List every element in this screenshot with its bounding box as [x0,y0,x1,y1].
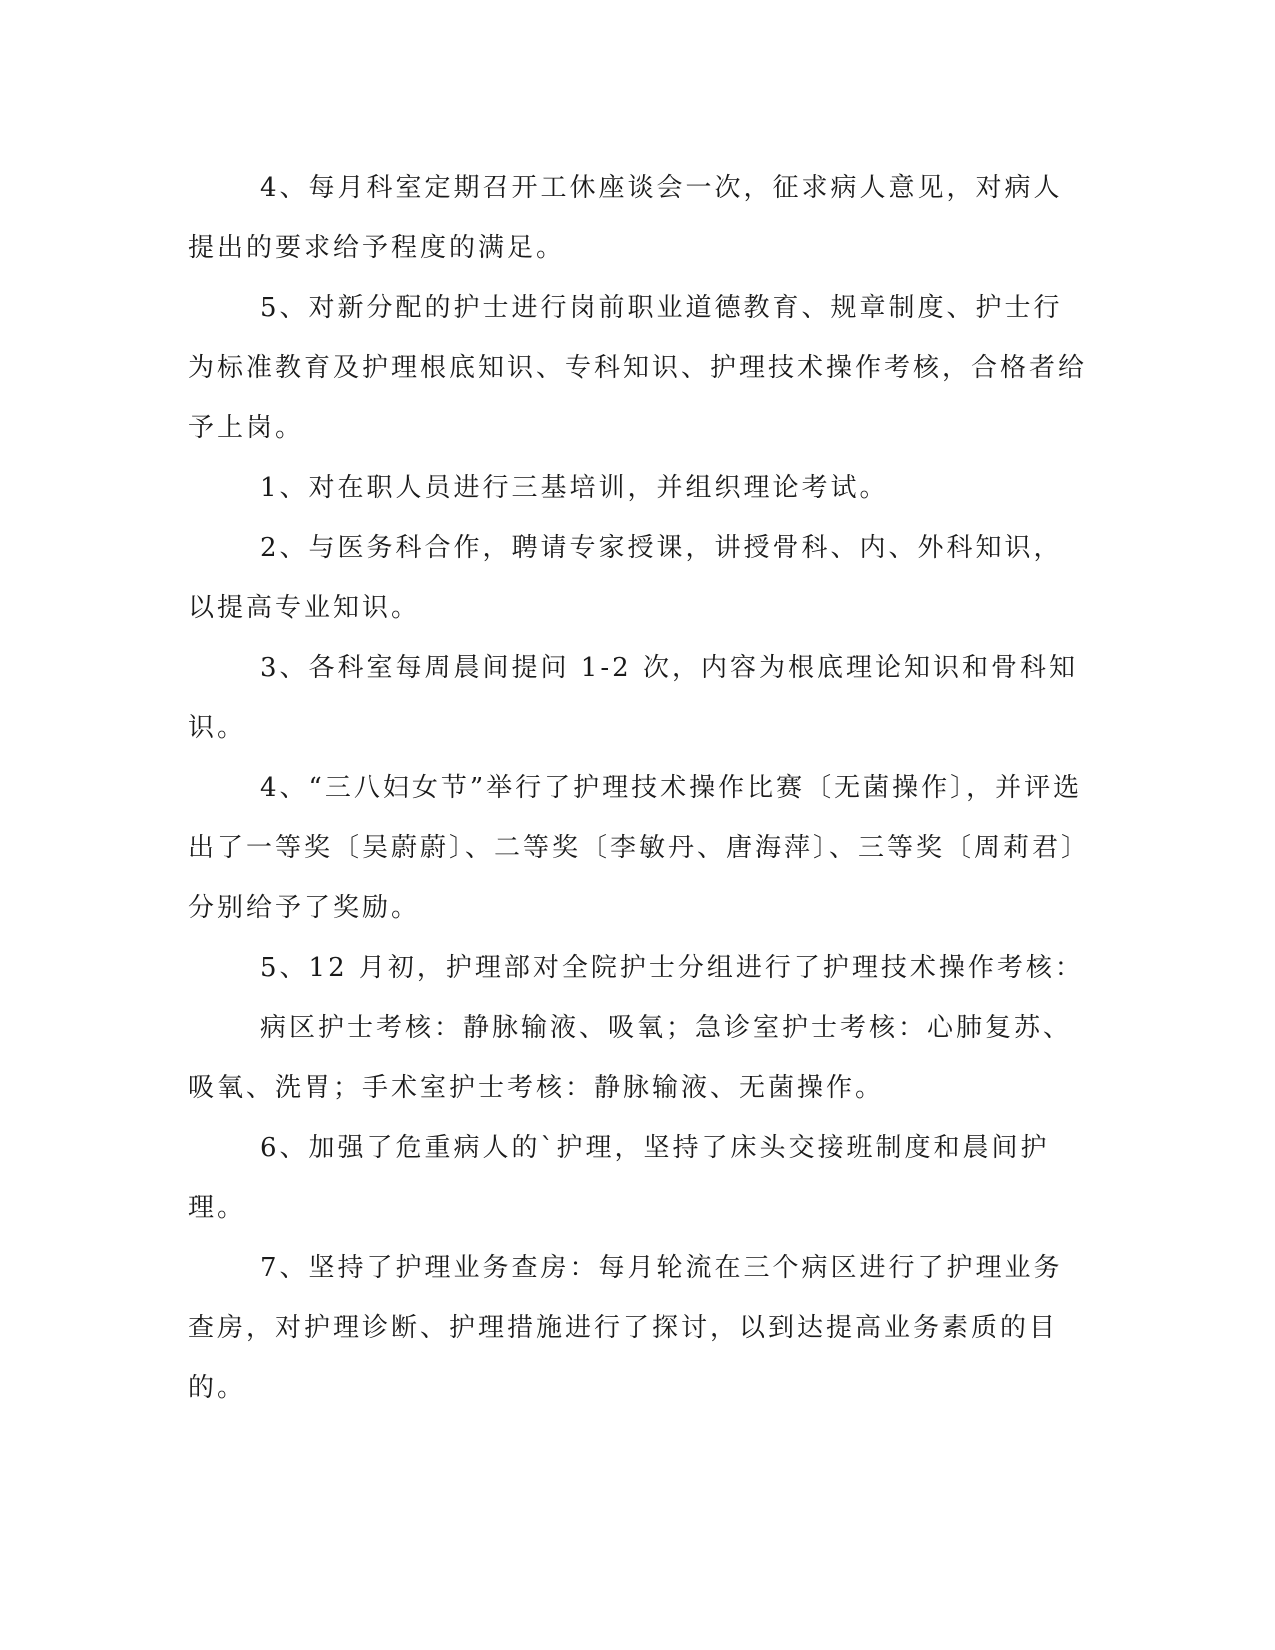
paragraph: 3、各科室每周晨间提问 1-2 次，内容为根底理论知识和骨科知识。 [188,653,1078,743]
paragraph: 6、加强了危重病人的`护理，坚持了床头交接班制度和晨间护理。 [188,1133,1050,1223]
paragraph: 4、每月科室定期召开工休座谈会一次，征求病人意见，对病人提出的要求给予程度的满足。 [188,173,1063,263]
paragraph: 病区护士考核：静脉输液、吸氧；急诊室护士考核：心肺复苏、吸氧、洗胃；手术室护士考核：静脉输液、无菌操作。 [188,1013,1073,1103]
paragraph: 4、“三八妇女节”举行了护理技术操作比赛〔无菌操作〕，并评选出了一等奖〔吴蔚蔚〕、二等奖〔李敏丹、唐海萍〕、三等奖〔周莉君〕分别给予了奖励。 [188,773,1083,923]
paragraph: 2、与医务科合作，聘请专家授课，讲授骨科、内、外科知识，以提高专业知识。 [188,533,1063,623]
paragraph: 1、对在职人员进行三基培训，并组织理论考试。 [260,473,889,503]
paragraph: 5、12 月初，护理部对全院护士分组进行了护理技术操作考核： [260,953,1084,983]
paragraph: 5、对新分配的护士进行岗前职业道德教育、规章制度、护士行为标准教育及护理根底知识、专科知识、护理技术操作考核，合格者给予上岗。 [188,293,1088,443]
paragraph: 7、坚持了护理业务查房：每月轮流在三个病区进行了护理业务查房，对护理诊断、护理措施进行了探讨，以到达提高业务素质的目的。 [188,1253,1063,1403]
